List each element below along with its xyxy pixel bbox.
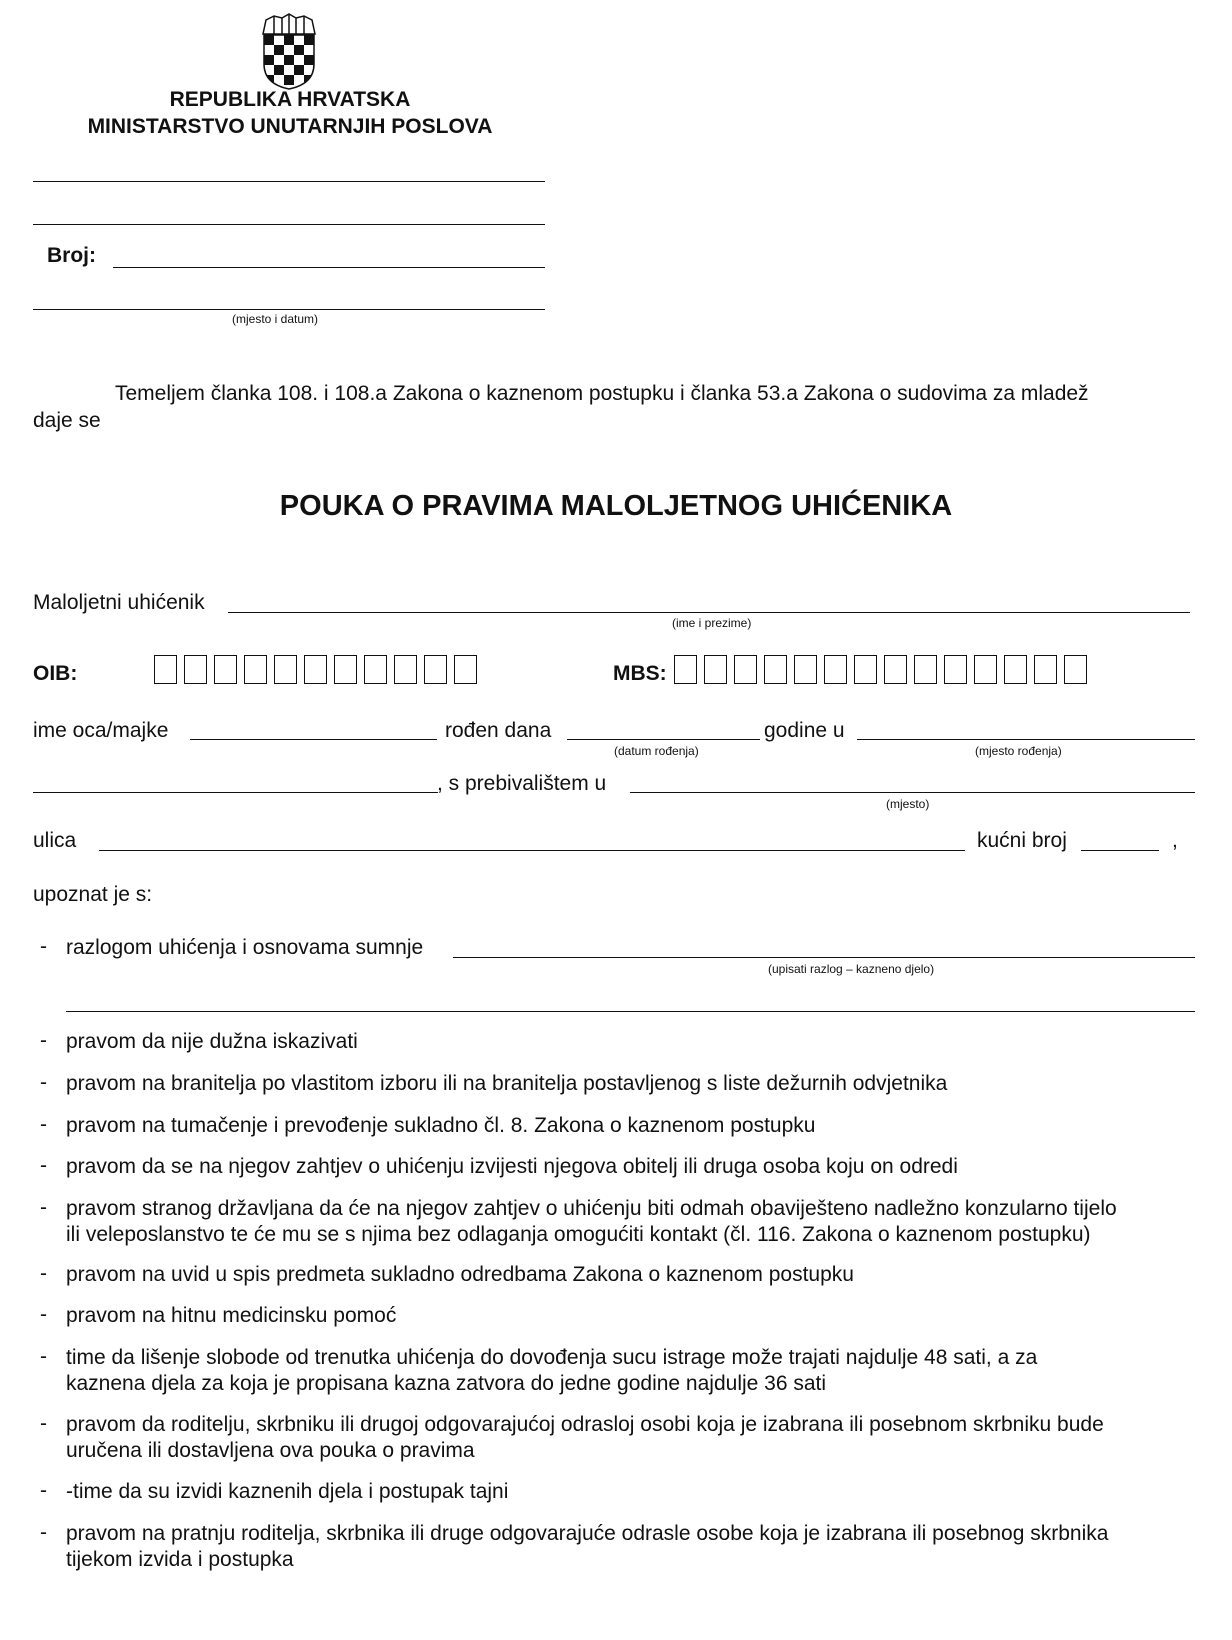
right-bullet: - [40,1303,47,1326]
intro-line-1: Temeljem članka 108. i 108.a Zakona o kaznenom postupku i članka 53.a Zakona o sudovima za mladež [115,382,1089,405]
reason-caption: (upisati razlog – kazneno djelo) [768,962,935,976]
house-label: kućni broj [977,829,1067,852]
residence-label: , s prebivalištem u [437,772,607,795]
broj-label: Broj: [47,244,96,267]
intro-line-2: daje se [33,409,101,432]
right-bullet: - [40,1262,47,1285]
right-bullet: - [40,1029,47,1052]
right-bullet: - [40,1196,47,1219]
right-bullet: - [40,1479,47,1502]
document-title: POUKA O PRAVIMA MALOLJETNOG UHIĆENIKA [279,490,953,522]
comma: , [1172,829,1178,852]
right-item-line: pravom na hitnu medicinsku pomoć [66,1304,397,1327]
informed-label: upoznat je s: [33,883,153,906]
right-item-line: pravom da nije dužna iskazivati [66,1030,358,1053]
right-bullet: - [40,1071,47,1094]
year-label: godine u [764,719,845,742]
right-item-line: tijekom izvida i postupka [66,1548,294,1571]
reason-bullet: - [40,935,47,958]
right-item-line: pravom na uvid u spis predmeta sukladno odredbama Zakona o kaznenom postupku [66,1263,854,1286]
parent-label: ime oca/majke [33,719,169,742]
right-item-line: pravom da se na njegov zahtjev o uhićenju izvijesti njegova obitelj ili druga osoba koju on odredi [66,1155,958,1178]
mbs-label: MBS: [613,662,667,685]
right-item-line: ili veleposlanstvo te će mu se s njima bez odlaganja omogućiti kontakt (čl. 116. Zakona o kaznenom postupku) [66,1223,1091,1246]
minor-label: Maloljetni uhićenik [33,591,205,614]
right-bullet: - [40,1412,47,1435]
name-caption: (ime i prezime) [672,616,752,630]
right-item-line: pravom stranog državljana da će na njegov zahtjev o uhićenju biti odmah obaviješteno nadležno konzularno tijelo [66,1197,1117,1220]
right-item-line: uručena ili dostavljena ova pouka o pravima [66,1439,475,1462]
right-bullet: - [40,1521,47,1544]
place-caption: (mjesto) [886,797,930,811]
right-item-line: -time da su izvidi kaznenih djela i postupak tajni [66,1480,509,1503]
right-bullet: - [40,1345,47,1368]
right-bullet: - [40,1154,47,1177]
reason-label: razlogom uhićenja i osnovama sumnje [66,936,424,959]
ministry-heading: MINISTARSTVO UNUTARNJIH POSLOVA [87,115,493,138]
street-label: ulica [33,829,77,852]
pob-caption: (mjesto rođenja) [975,744,1062,758]
oib-label: OIB: [33,662,78,685]
place-date-caption: (mjesto i datum) [232,312,319,326]
right-item-line: pravom na branitelja po vlastitom izboru ili na branitelja postavljenog s liste dežurnih odvjetnika [66,1072,948,1095]
right-item-line: pravom da roditelju, skrbniku ili drugoj odgovarajućoj odrasloj osobi koja je izabrana ili posebnom skrbniku bude [66,1413,1104,1436]
right-item-line: kaznena djela za koja je propisana kazna zatvora do jedne godine najdulje 36 sati [66,1372,827,1395]
right-bullet: - [40,1113,47,1136]
right-item-line: pravom na pratnju roditelja, skrbnika ili druge odgovarajuće odrasle osobe koja je izabrana ili posebnog skrbnika [66,1522,1109,1545]
republic-heading: REPUBLIKA HRVATSKA [169,88,411,111]
born-label: rođen dana [445,719,552,742]
right-item-line: time da lišenje slobode od trenutka uhićenja do dovođenja sucu istrage može trajati najdulje 48 sati, a za [66,1346,1038,1369]
right-item-line: pravom na tumačenje i prevođenje sukladno čl. 8. Zakona o kaznenom postupku [66,1114,816,1137]
dob-caption: (datum rođenja) [614,744,699,758]
